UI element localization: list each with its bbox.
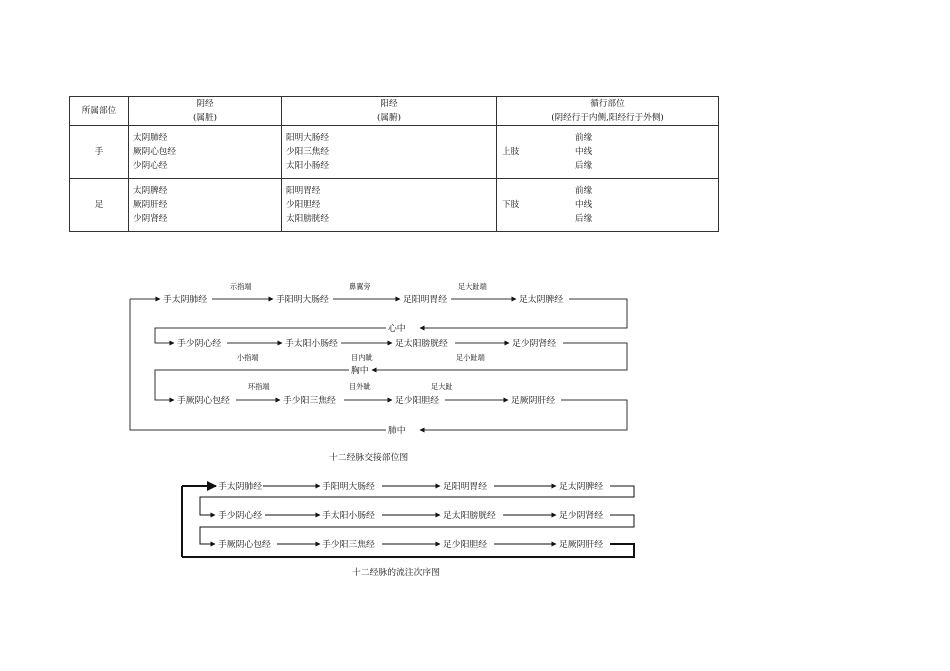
- cell-yin: 太阴肺经 厥阴心包经 少阴心经: [129, 126, 282, 179]
- node-label: 手阳明大肠经: [322, 482, 375, 492]
- junction-label: 心中: [388, 324, 406, 334]
- edge-label: 目内眦: [351, 353, 373, 362]
- node-label: 手少阴心经: [218, 511, 262, 521]
- node-label: 足阳明胃经: [443, 482, 487, 492]
- node-label: 手阳明大肠经: [276, 295, 329, 305]
- edge-label: 足大趾端: [458, 282, 487, 291]
- node-label: 足厥阴肝经: [511, 396, 555, 406]
- node-label: 足太阳膀胱经: [443, 511, 496, 521]
- diagram1-text: [163, 293, 563, 436]
- cell-part: 手: [70, 126, 129, 179]
- edge-label: 鼻翼旁: [349, 282, 371, 291]
- node-label: 足厥阴肝经: [559, 540, 603, 550]
- header-part: 所属部位: [70, 97, 129, 126]
- node-label: 手太阳小肠经: [322, 511, 375, 521]
- cell-course: 上肢 前缘 中线 后缘: [497, 126, 719, 179]
- node-label: 足少阴肾经: [559, 511, 603, 521]
- header-yang: 阳经 (属腑): [282, 97, 497, 126]
- header-course: 循行部位 (阴经行于内侧,阳经行于外侧): [497, 97, 719, 126]
- edge-label: 足小趾端: [456, 353, 485, 362]
- node-label: 手太阴肺经: [163, 295, 207, 305]
- cell-course: 下肢 前缘 中线 后缘: [497, 179, 719, 232]
- cell-yang: 阳明胃经 少阳胆经 太阳膀胱经: [282, 179, 497, 232]
- node-label: 足阳明胃经: [403, 295, 447, 305]
- node-label: 足少阳胆经: [395, 396, 439, 406]
- junction-label: 胸中: [351, 366, 369, 376]
- edge-label: 目外眦: [349, 382, 371, 391]
- header-yin: 阴经 (属脏): [129, 97, 282, 126]
- edge-label: 示指端: [230, 282, 252, 291]
- node-label: 足太阳膀胱经: [395, 339, 448, 349]
- node-label: 足少阳胆经: [443, 540, 487, 550]
- node-label: 手太阳小肠经: [285, 339, 338, 349]
- node-label: 手少阴心经: [177, 339, 221, 349]
- node-label: 手太阴肺经: [218, 482, 262, 492]
- edge-label: 足大趾: [431, 382, 453, 391]
- node-label: 手厥阴心包经: [177, 396, 230, 406]
- node-label: 足太阴脾经: [519, 295, 563, 305]
- junction-label: 肺中: [388, 426, 406, 436]
- diagram1-lines: [130, 299, 627, 430]
- diagram2-caption: 十二经脉的流注次序图: [352, 568, 440, 578]
- node-label: 足少阴肾经: [512, 339, 556, 349]
- node-label: 手少阳三焦经: [283, 396, 336, 406]
- diagram1-caption: 十二经脉交接部位图: [329, 453, 409, 463]
- cell-yin: 太阴脾经 厥阴肝经 少阴肾经: [129, 179, 282, 232]
- cell-yang: 阳明大肠经 少阳三焦经 太阳小肠经: [282, 126, 497, 179]
- node-label: 手厥阴心包经: [218, 540, 271, 550]
- edge-label: 小指端: [237, 353, 259, 362]
- cell-part: 足: [70, 179, 129, 232]
- node-label: 足太阴脾经: [559, 482, 603, 492]
- edge-label: 环指端: [248, 382, 270, 391]
- node-label: 手少阳三焦经: [322, 540, 375, 550]
